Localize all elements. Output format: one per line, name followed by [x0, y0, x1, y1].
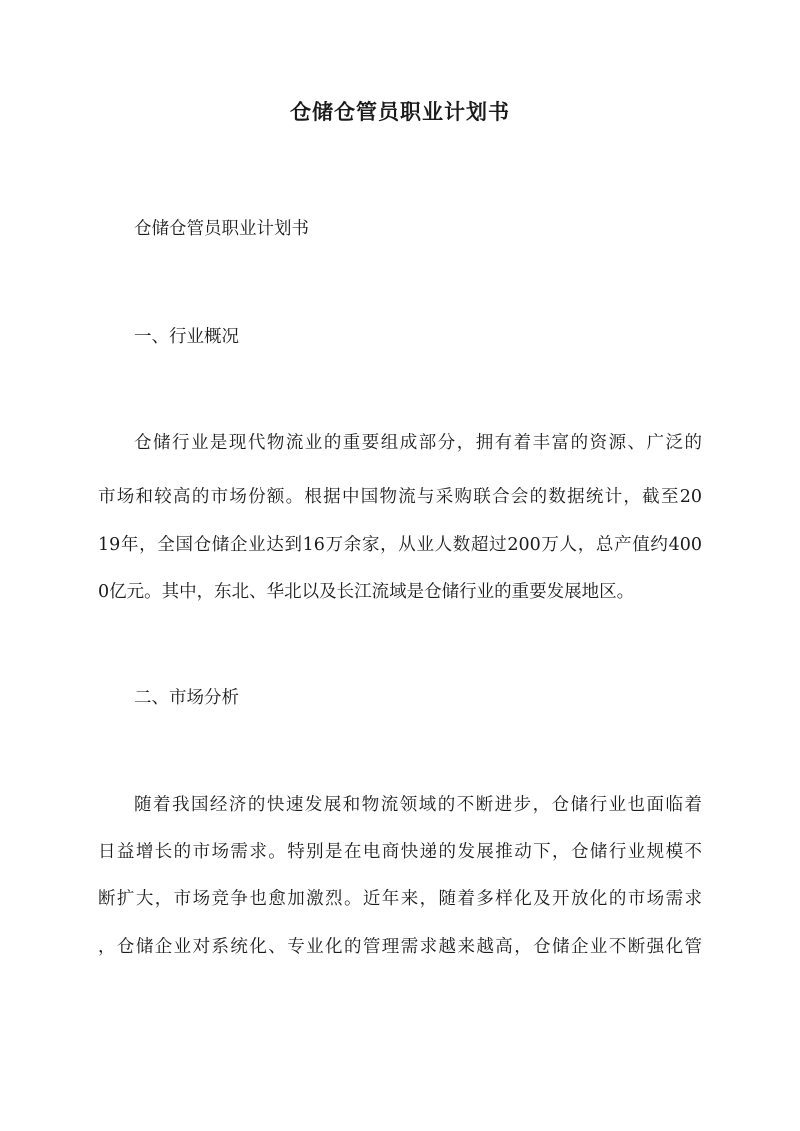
- section-heading-industry-overview: 一、行业概况: [134, 327, 239, 347]
- paragraph-line: 市场和较高的市场份额。根据中国物流与采购联合会的数据统计，截至20: [98, 487, 702, 507]
- paragraph-line: 随着我国经济的快速发展和物流领域的不断进步，仓储行业也面临着: [134, 795, 702, 815]
- paragraph-line: 仓储行业是现代物流业的重要组成部分，拥有着丰富的资源、广泛的: [134, 433, 702, 453]
- section-heading-market-analysis: 二、市场分析: [134, 688, 239, 708]
- paragraph-line: 0亿元。其中，东北、华北以及长江流域是仓储行业的重要发展地区。: [98, 582, 635, 602]
- paragraph-line: ，仓储企业对系统化、专业化的管理需求越来越高，仓储企业不断强化管: [98, 937, 702, 957]
- paragraph-line: 19年，全国仓储企业达到16万余家，从业人数超过200万人，总产值约400: [98, 535, 702, 555]
- paragraph-line: 日益增长的市场需求。特别是在电商快递的发展推动下，仓储行业规模不: [98, 842, 702, 862]
- paragraph-line: 断扩大，市场竞争也愈加激烈。近年来，随着多样化及开放化的市场需求: [98, 889, 702, 909]
- document-subtitle: 仓储仓管员职业计划书: [134, 219, 309, 239]
- document-title: 仓储仓管员职业计划书: [290, 99, 510, 124]
